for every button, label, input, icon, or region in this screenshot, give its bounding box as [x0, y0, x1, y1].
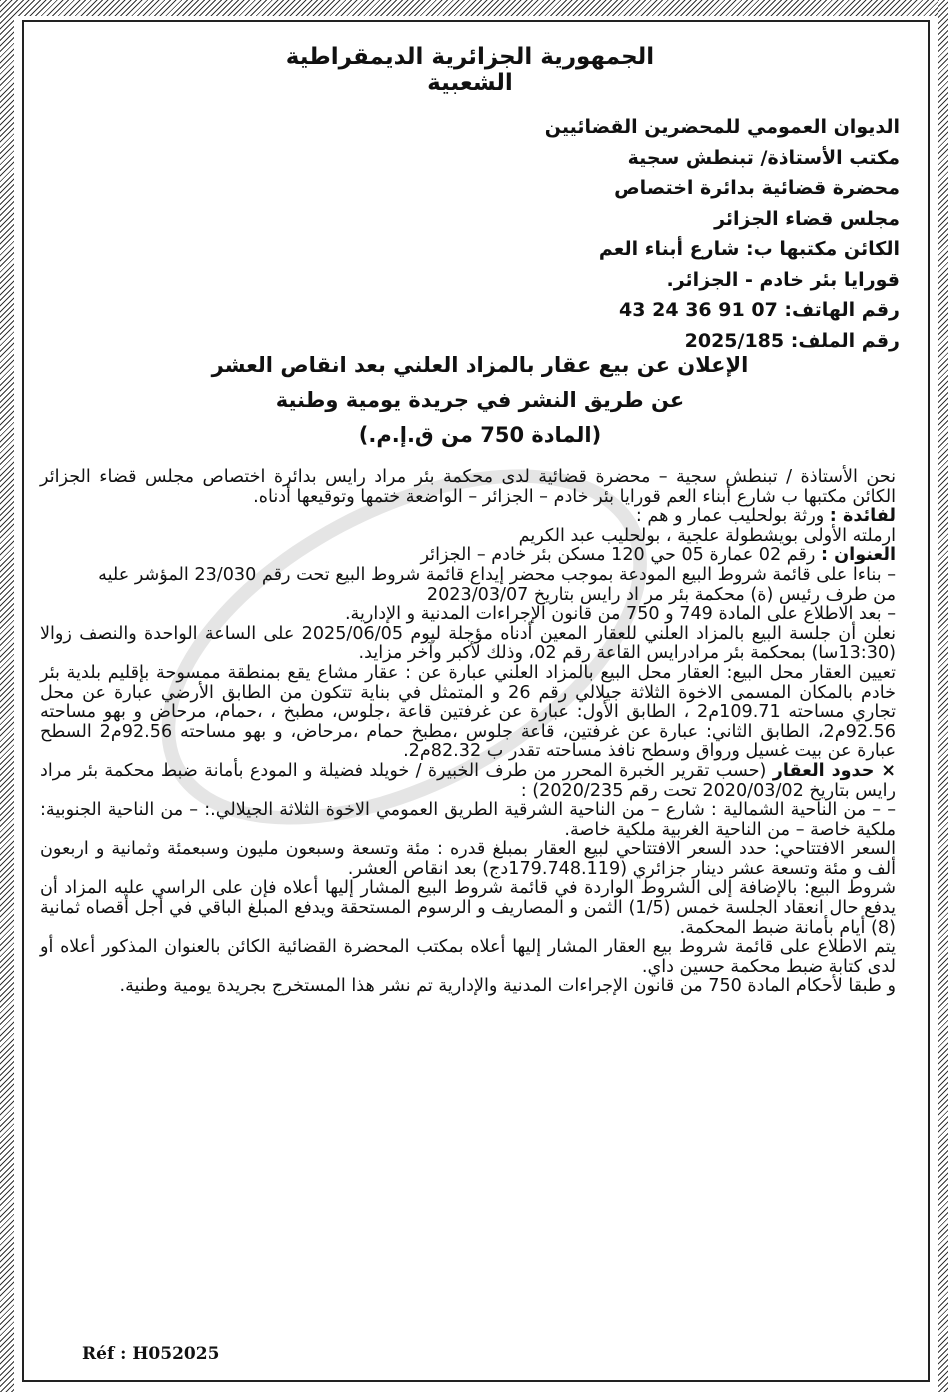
hatched-border-left	[0, 0, 14, 1392]
opening-price: السعر الافتتاحي: حدد السعر الافتتاحي لبيع العقار بمبلغ قدره : مئة وتسعة وسبعون مليون وسبعمئة وثمانية و اربعون ألف و مئة وتسعة عشر دينار جزائري (179.748.119دج) بعد انقاص العشر.	[40, 839, 896, 879]
body-paragraph: ارملته الأولى بويشطولة علجية ، بولحليب عبد الكريم	[518, 525, 896, 546]
issuer-line: الكائن مكتبها ب: شارع أبناء العم	[598, 238, 900, 260]
address-paragraph	[40, 546, 896, 566]
body-paragraph: – بعد الاطلاع على المادة 749 و 750 من قانون الإجراءات المدنية و الإدارية.	[344, 604, 896, 625]
body-paragraph: و طبقا لأحكام المادة 750 من قانون الإجراءات المدنية والإدارية تم نشر هذا المستخرج بجريدة يومية وطنية.	[119, 976, 896, 997]
issuer-header	[420, 112, 900, 356]
file-number: رقم الملف: 2025/185	[684, 329, 900, 352]
notice-body	[40, 468, 896, 997]
issuer-line: مجلس قضاء الجزائر	[714, 207, 900, 230]
property-description: تعيين العقار محل البيع: العقار محل البيع بالمزاد العلني عبارة عن : عقار مشاع يقع بمنطقة ممسوحة بإقليم بلدية بئر خادم بالمكان المسمى الاخوة الثلاثة جيلالي رقم 26 و المتمثل في بناية تتكون من الطابق الأرضي عبارة عن محل تجاري مساحته 109.71م2 ، الطابق الأول: عبارة عن غرفتين قاعة ،جلوس، مطبخ ، ،حمام، مرحاض و بهو مساحته 92.56م2، الطابق الثاني: عبارة عن غرفتين، قاعة جلوس ،مطبخ حمام ،مرحاض، و بهو مساحته 92.56م2 السطح عبارة عن بيت غسيل ورواق وسطح نافذ مساحته تقدر ب 82.32م2.	[40, 662, 896, 762]
body-paragraph: يتم الاطلاع على قائمة شروط بيع العقار المشار إليها أعلاه بمكتب المحضرة القضائية الكائن بالعنوان المذكور أعلاه أو لدى كتابة ضبط محكمة حسين داي.	[40, 937, 896, 977]
boundaries-text: (حسب تقرير الخبرة المحرر من طرف الخبيرة / خويلد فضيلة و المودع بأمانة ضبط محكمة بئر مراد رايس بتاريخ 2020/03/02 تحت رقم 2020/235) :	[40, 760, 896, 801]
hatched-border-top	[0, 0, 948, 16]
address-text: رقم 02 عمارة 05 حي 120 مسكن بئر خادم – الجزائر	[420, 545, 821, 566]
issuer-line: الديوان العمومي للمحضرين القضائيين	[544, 116, 900, 138]
body-paragraph: – – من الناحية الشمالية : شارع – من الناحية الشرقية الطريق العمومي الاخوة الثلاثة الجيلالي.: – من الناحية الجنوبية: ملكية خاصة – من الناحية الغربية ملكية خاصة.	[40, 800, 896, 840]
title-line: الإعلان عن بيع عقار بالمزاد العلني بعد انقاص العشر	[211, 353, 749, 377]
title-line: عن طريق النشر في جريدة يومية وطنية	[275, 388, 685, 412]
beneficiary-label: لفائدة :	[829, 506, 896, 527]
country-heading: الجمهورية الجزائرية الديمقراطية الشعبية	[285, 44, 655, 96]
notice-title	[200, 348, 760, 453]
phone-number: رقم الهاتف: 07 91 36 24 43	[619, 299, 900, 321]
title-line: (المادة 750 من ق.إ.م.)	[358, 423, 602, 447]
body-paragraph: من طرف رئيس (ة) محكمة بئر مر اد رايس بتاريخ 2023/03/07	[426, 584, 896, 605]
body-paragraph: – بناءا على قائمة شروط البيع المودعة بموجب محضر إيداع قائمة شروط البيع تحت رقم 23/030 المؤشر عليه	[98, 564, 896, 585]
boundaries-label: × حدود العقار	[772, 760, 896, 781]
body-paragraph: نعلن أن جلسة البيع بالمزاد العلني للعقار المعين أدناه مؤجلة ليوم 2025/06/05 على الساعة الواحدة والنصف زوالا (13:30سا) بمحكمة بئر مرادرايس القاعة رقم 02، وذلك لأكبر وآخر مزايد.	[40, 623, 896, 664]
beneficiary-text: ورثة بولحليب عمار و هم :	[635, 506, 830, 527]
hatched-border-right	[938, 0, 948, 1392]
reference-code: Réf : H052025	[82, 1344, 220, 1364]
address-label: العنوان :	[821, 545, 896, 566]
boundaries-paragraph	[40, 762, 896, 801]
beneficiary-paragraph	[40, 507, 896, 527]
body-paragraph: نحن الأستاذة / تبنطش سجية – محضرة قضائية لدى محكمة بئر مراد رايس بدائرة اختصاص مجلس قضاء الجزائر الكائن مكتبها ب شارع أبناء العم قورايا بئر خادم – الجزائر – الواضعة ختمها وتوقيعها أدناه.	[40, 467, 896, 507]
sale-conditions: شروط البيع: بالإضافة إلى الشروط الواردة في قائمة شروط البيع المشار إليها أعلاه فإن على الراسي عليه المزاد أن يدفع حال انعقاد الجلسة خمس (1/5) الثمن و المصاريف و الرسوم المستحقة ويدفع المبلغ الباقي في أجل أقصاه ثمانية (8) أيام بأمانة ضبط المحكمة.	[40, 878, 897, 938]
issuer-line: مكتب الأستاذة/ تبنطش سجية	[627, 146, 900, 169]
issuer-line: محضرة قضائية بدائرة اختصاص	[614, 177, 900, 199]
issuer-line: قورايا بئر خادم - الجزائر.	[666, 268, 900, 291]
